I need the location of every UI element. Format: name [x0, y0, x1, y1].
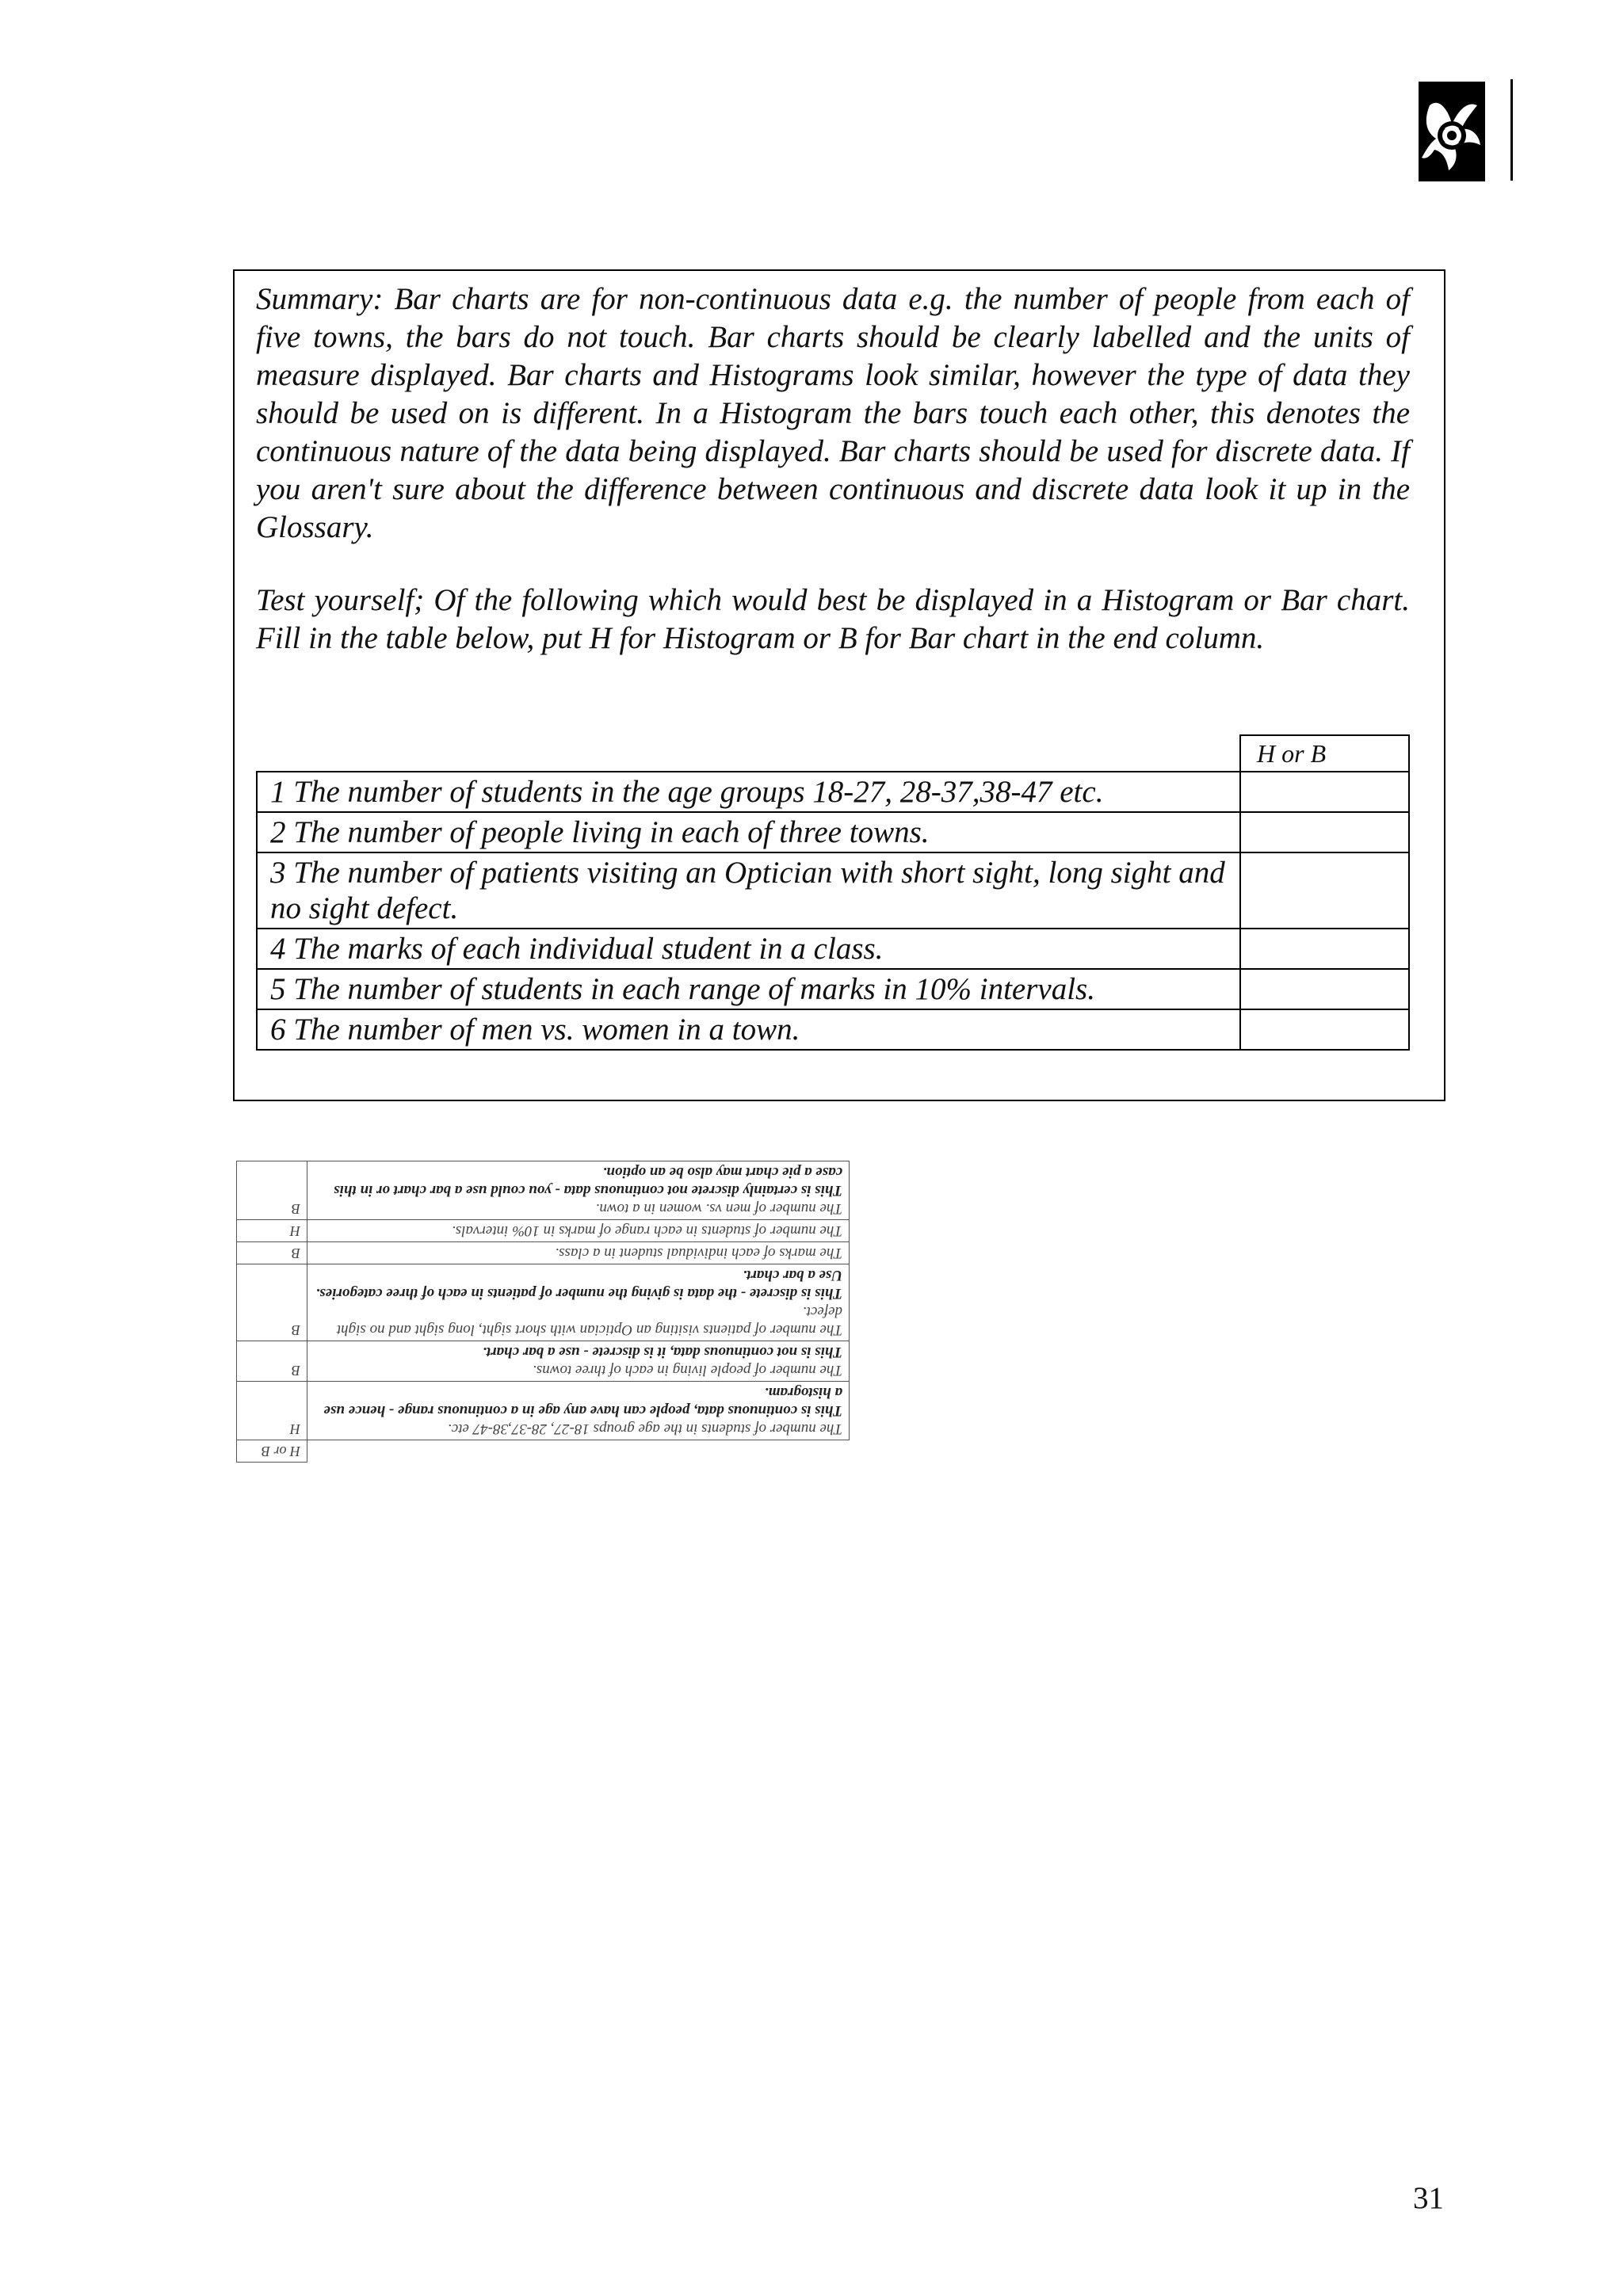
answer-key-row [237, 1242, 850, 1264]
question-text: 4 The marks of each individual student in a class. [257, 929, 1240, 969]
answer-key-question: The number of students in the age groups 18-27, 28-37,38-47 etc. [448, 1421, 842, 1437]
answer-key-explanation: This is certainly discrete not continuous data - you could use a bar chart or in this case a pie chart may also be an option. [334, 1164, 842, 1199]
question-row [257, 852, 1409, 929]
rose-emblem-icon [1419, 82, 1485, 181]
answer-key-value: H [237, 1220, 307, 1242]
answer-input-cell[interactable] [1240, 812, 1409, 852]
question-row [257, 1009, 1409, 1050]
answer-key-header: H or B [237, 1440, 307, 1463]
answer-key-question: The number of students in each range of marks in 10% intervals. [452, 1222, 842, 1239]
answer-key-blank-cell [307, 1440, 850, 1463]
answer-key-value: B [237, 1242, 307, 1264]
test-yourself-paragraph: Test yourself; Of the following which would best be displayed in a Histogram or Bar chart. Fill in the table below, put H for Histogram or B for Bar chart in the end column. [256, 583, 1410, 655]
question-row [257, 812, 1409, 852]
question-row [257, 772, 1409, 812]
question-text: 3 The number of patients visiting an Optician with short sight, long sight and no sight defect. [257, 852, 1240, 929]
answer-key-value: B [237, 1341, 307, 1382]
question-text: 6 The number of men vs. women in a town. [257, 1009, 1240, 1050]
answer-key-text-cell [307, 1220, 850, 1242]
answer-key-header-row [237, 1440, 850, 1463]
answer-key-text-cell [307, 1242, 850, 1264]
h-or-b-header: H or B [1240, 735, 1409, 772]
summary-box [233, 269, 1445, 1101]
answer-key-value: B [237, 1161, 307, 1220]
question-text: 5 The number of students in each range of marks in 10% intervals. [257, 969, 1240, 1009]
answer-input-cell[interactable] [1240, 969, 1409, 1009]
answer-key-question: The number of patients visiting an Optician with short sight, long sight and no sight defect. [336, 1303, 842, 1338]
answer-key-text-cell [307, 1341, 850, 1382]
page-number: 31 [1413, 2181, 1444, 2215]
answer-key-explanation: This is discrete - the data is giving the number of patients in each of three categories. Use a bar chart. [315, 1267, 842, 1302]
summary-paragraph: Summary: Bar charts are for non-continuous data e.g. the number of people from each of five towns, the bars do not touch. Bar charts should be clearly labelled and the units of measure displayed. Bar charts and Histograms look similar, however the type of data they should be used on is different. In a Histogram the bars touch each other, this denotes the continuous nature of the data being displayed. Bar charts should be used for discrete data. If you aren't sure about the difference between continuous and discrete data look it up in the Glossary. [256, 282, 1410, 544]
rose-emblem-logo [1419, 82, 1485, 181]
answer-key-text-cell [307, 1161, 850, 1220]
answer-key-row [237, 1220, 850, 1242]
answer-key-row [237, 1341, 850, 1382]
question-row [257, 969, 1409, 1009]
answer-input-cell[interactable] [1240, 1009, 1409, 1050]
question-table-header-row [257, 735, 1409, 772]
answer-key-row [237, 1382, 850, 1440]
header-rule [1510, 79, 1513, 181]
answer-key-explanation: This is not continuous data, it is discrete - use a bar chart. [483, 1344, 842, 1360]
answer-key-explanation: This is continuous data, people can have any age in a continuous range - hence use a histogram. [323, 1384, 842, 1419]
answer-key-text-cell [307, 1382, 850, 1440]
question-text: 2 The number of people living in each of three towns. [257, 812, 1240, 852]
answer-key-question: The number of men vs. women in a town. [595, 1200, 842, 1217]
upside-down-answer-key [236, 1142, 850, 1463]
answer-key-text-cell [307, 1264, 850, 1341]
question-text: 1 The number of students in the age groups 18-27, 28-37,38-47 etc. [257, 772, 1240, 812]
answer-key-table [236, 1161, 850, 1463]
header-blank-cell [257, 735, 1240, 772]
question-row [257, 929, 1409, 969]
answer-key-row [237, 1161, 850, 1220]
answer-key-value: B [237, 1264, 307, 1341]
answer-input-cell[interactable] [1240, 772, 1409, 812]
answer-key-row [237, 1264, 850, 1341]
answer-key-question: The number of people living in each of three towns. [533, 1362, 842, 1379]
answer-input-cell[interactable] [1240, 929, 1409, 969]
answer-input-cell[interactable] [1240, 852, 1409, 929]
answer-key-value: H [237, 1382, 307, 1440]
question-table [256, 734, 1410, 1051]
answer-key-question: The marks of each individual student in a class. [555, 1245, 842, 1261]
